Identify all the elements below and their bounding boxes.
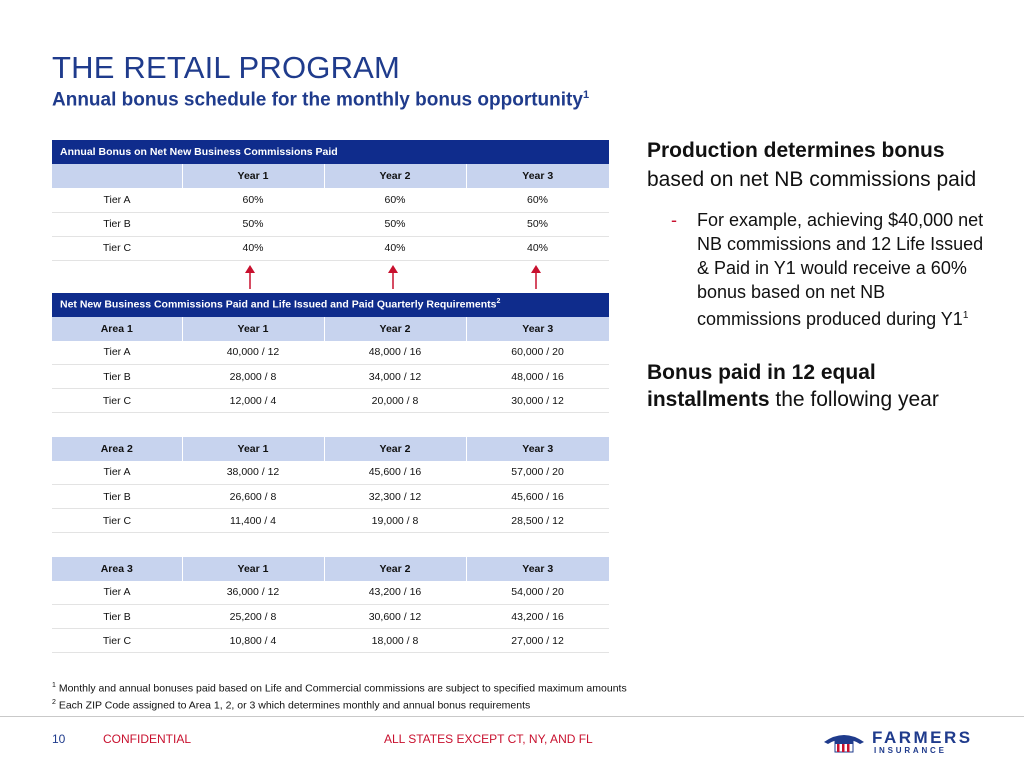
table-cell: 45,600 / 16 — [324, 461, 466, 485]
requirements-table-title: Net New Business Commissions Paid and Life Issued and Paid Quarterly Requirements$^2$ — [52, 293, 609, 317]
subtitle-footnote-ref: 1 — [582, 89, 590, 101]
bullet-footnote-ref: 1 — [962, 310, 969, 321]
table-cell: 18,000 / 8 — [324, 629, 466, 653]
bonus-table — [52, 140, 609, 261]
table-cell: 50% — [324, 212, 466, 236]
column-header: Year 1 — [182, 164, 324, 188]
area-3-header — [52, 557, 609, 581]
table-cell: 60% — [324, 188, 466, 212]
table-row — [52, 581, 609, 605]
column-header: Year 3 — [466, 437, 609, 461]
example-bullet: - For example, achieving $40,000 net NB commissions and 12 Life Issued & Paid in Y1 would receive a 60% bonus based on net NB commissions produced during $Y1^1$ — [671, 210, 984, 329]
table-cell: 26,600 / 8 — [182, 485, 324, 509]
table-cell: 11,400 / 4 — [182, 509, 324, 533]
page-subtitle: Annual bonus schedule for the monthly bonus opportunity$^1$ — [52, 89, 590, 111]
confidential-label: CONFIDENTIAL — [103, 732, 192, 746]
table-cell: 48,000 / 16 — [324, 341, 466, 365]
table-cell: 30,600 / 12 — [324, 605, 466, 629]
column-header: Year 2 — [324, 437, 466, 461]
column-header: Year 2 — [324, 164, 466, 188]
table-cell: Tier B — [52, 485, 182, 509]
table-cell: Tier B — [52, 365, 182, 389]
column-header: Year 2 — [324, 557, 466, 581]
table-cell: 12,000 / 4 — [182, 389, 324, 413]
table-row — [52, 365, 609, 389]
right-panel — [647, 136, 987, 413]
table-cell: 40% — [182, 236, 324, 260]
table-cell: Tier A — [52, 581, 182, 605]
table-row — [52, 509, 609, 533]
table-cell: 60,000 / 20 — [466, 341, 609, 365]
table-cell: 19,000 / 8 — [324, 509, 466, 533]
farmers-logo — [822, 726, 982, 760]
table-cell: 50% — [182, 212, 324, 236]
up-arrow-icon — [531, 265, 541, 289]
table-cell: Tier C — [52, 509, 182, 533]
table-cell: 54,000 / 20 — [466, 581, 609, 605]
states-disclaimer: ALL STATES EXCEPT CT, NY, AND FL — [384, 732, 593, 746]
table-cell: Tier B — [52, 212, 182, 236]
column-header: Area 3 — [52, 557, 182, 581]
column-header: Area 1 — [52, 317, 182, 341]
column-header: Year 3 — [466, 557, 609, 581]
table-row — [52, 212, 609, 236]
table-row — [52, 485, 609, 509]
table-cell: 25,200 / 8 — [182, 605, 324, 629]
table-cell: 40,000 / 12 — [182, 341, 324, 365]
table-row — [52, 341, 609, 365]
requirements-footnote-ref: 2 — [496, 298, 501, 306]
installments-paragraph: Bonus paid in 12 equal installments the following year — [647, 361, 939, 411]
table-cell: 30,000 / 12 — [466, 389, 609, 413]
farmers-shield-icon — [822, 726, 866, 754]
column-header: Year 3 — [466, 317, 609, 341]
table-cell: 45,600 / 16 — [466, 485, 609, 509]
bonus-table-header — [52, 164, 609, 188]
table-cell: 40% — [324, 236, 466, 260]
table-cell: 28,000 / 8 — [182, 365, 324, 389]
column-header: Area 2 — [52, 437, 182, 461]
bonus-table-title: Annual Bonus on Net New Business Commissions Paid — [52, 140, 609, 164]
spacer-row — [52, 413, 609, 437]
logo-wordmark: FARMERS — [872, 728, 973, 747]
table-cell: 34,000 / 12 — [324, 365, 466, 389]
table-cell: Tier B — [52, 605, 182, 629]
table-cell: 60% — [182, 188, 324, 212]
table-cell: 27,000 / 12 — [466, 629, 609, 653]
table-cell: Tier A — [52, 461, 182, 485]
table-cell: Tier A — [52, 188, 182, 212]
table-cell: Tier A — [52, 341, 182, 365]
requirements-table — [52, 293, 609, 654]
table-cell: 32,300 / 12 — [324, 485, 466, 509]
table-cell: 28,500 / 12 — [466, 509, 609, 533]
table-cell: 20,000 / 8 — [324, 389, 466, 413]
table-row — [52, 236, 609, 260]
table-row — [52, 389, 609, 413]
column-header: Year 1 — [182, 317, 324, 341]
footer-divider — [0, 716, 1024, 717]
footnote-2: $^2$ Each ZIP Code assigned to Area 1, 2, or 3 which determines monthly and annual bonus requirements — [52, 698, 531, 711]
column-header: Year 2 — [324, 317, 466, 341]
tables-area — [52, 140, 609, 653]
area-1-header — [52, 317, 609, 341]
table-row — [52, 629, 609, 653]
table-cell: 48,000 / 16 — [466, 365, 609, 389]
table-cell: 43,200 / 16 — [324, 581, 466, 605]
table-cell: Tier C — [52, 629, 182, 653]
table-cell: 40% — [466, 236, 609, 260]
area-2-header — [52, 437, 609, 461]
table-cell: 50% — [466, 212, 609, 236]
up-arrow-icon — [388, 265, 398, 289]
table-row — [52, 461, 609, 485]
up-arrow-icon — [245, 265, 255, 289]
column-header — [52, 164, 182, 188]
arrows-row — [52, 261, 609, 293]
footnote-1: $^1$ Monthly and annual bonuses paid based on Life and Commercial commissions are subject to specified maximum amounts — [52, 682, 627, 695]
production-paragraph: Production determines bonus based on net NB commissions paid — [647, 139, 977, 191]
table-cell: 60% — [466, 188, 609, 212]
spacer-row — [52, 533, 609, 557]
footnotes — [52, 679, 627, 712]
table-row — [52, 605, 609, 629]
page-number: 10 — [52, 732, 66, 746]
table-cell: 57,000 / 20 — [466, 461, 609, 485]
table-cell: 38,000 / 12 — [182, 461, 324, 485]
table-cell: 10,800 / 4 — [182, 629, 324, 653]
column-header: Year 1 — [182, 437, 324, 461]
table-cell: Tier C — [52, 389, 182, 413]
logo-subtext: INSURANCE — [874, 746, 947, 755]
table-cell: 43,200 / 16 — [466, 605, 609, 629]
table-row — [52, 188, 609, 212]
column-header: Year 3 — [466, 164, 609, 188]
bullet-dash: - — [671, 210, 677, 230]
table-cell: Tier C — [52, 236, 182, 260]
table-cell: 36,000 / 12 — [182, 581, 324, 605]
page-title: THE RETAIL PROGRAM — [52, 50, 401, 85]
column-header: Year 1 — [182, 557, 324, 581]
